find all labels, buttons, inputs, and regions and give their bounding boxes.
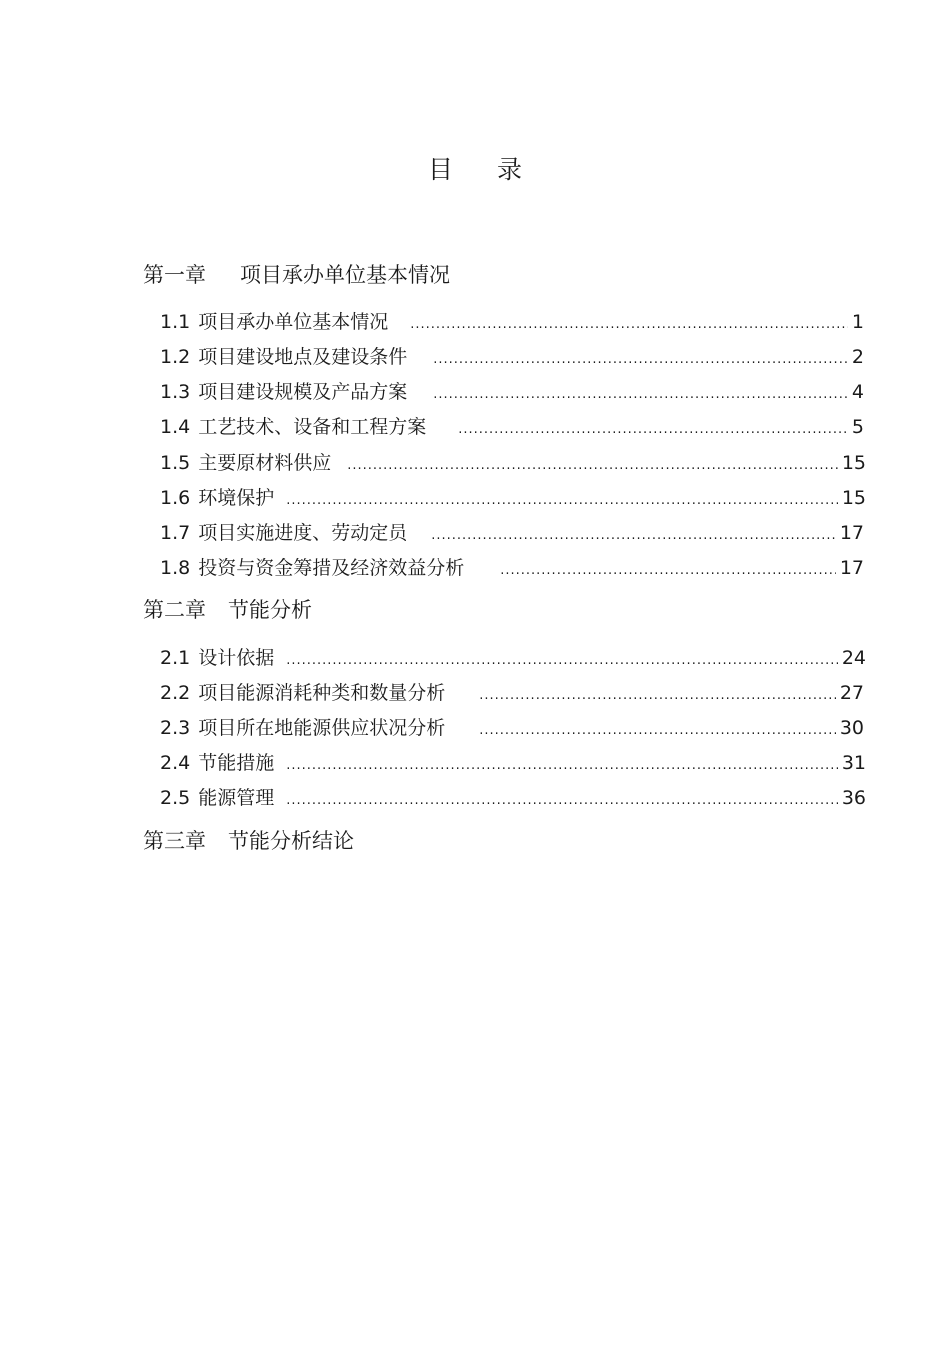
entry-number: 1.3 — [160, 381, 191, 403]
entry-title: 主要原材料供应 — [198, 452, 332, 474]
dot-leader — [286, 493, 838, 508]
entry-page: 2 — [851, 346, 864, 368]
toc-entry-1-7[interactable] — [160, 518, 864, 544]
entry-page: 17 — [839, 557, 864, 579]
entry-number: 1.8 — [160, 557, 191, 579]
toc-entry-1-5[interactable] — [160, 448, 866, 474]
chapter-3-heading[interactable] — [143, 825, 354, 855]
entry-page: 1 — [851, 311, 864, 333]
entry-title: 项目建设规模及产品方案 — [198, 381, 408, 403]
dot-leader — [479, 723, 836, 738]
entry-number: 1.7 — [160, 522, 191, 544]
entry-page: 36 — [841, 787, 866, 809]
dot-leader — [479, 688, 836, 703]
entry-page: 24 — [841, 647, 866, 669]
dot-leader — [458, 422, 848, 437]
dot-leader — [286, 793, 838, 808]
entry-title: 设计依据 — [198, 647, 275, 669]
dot-leader — [433, 387, 848, 402]
entry-number: 1.6 — [160, 487, 191, 509]
toc-entry-2-5[interactable] — [160, 783, 866, 809]
entry-page: 5 — [851, 416, 864, 438]
entry-title: 项目建设地点及建设条件 — [198, 346, 408, 368]
entry-page: 27 — [839, 682, 864, 704]
entry-page: 4 — [851, 381, 864, 403]
entry-page: 31 — [841, 752, 866, 774]
toc-entry-1-2[interactable] — [160, 342, 864, 368]
dot-leader — [500, 563, 836, 578]
toc-entry-2-4[interactable] — [160, 748, 866, 774]
entry-number: 1.4 — [160, 416, 191, 438]
chapter-1-heading[interactable] — [143, 259, 450, 289]
entry-title: 项目承办单位基本情况 — [198, 311, 389, 333]
entry-page: 17 — [839, 522, 864, 544]
dot-leader — [286, 653, 838, 668]
toc-entry-2-3[interactable] — [160, 713, 864, 739]
dot-leader — [433, 352, 848, 367]
chapter-title: 节能分析结论 — [228, 829, 354, 853]
chapter-label: 第一章 — [143, 263, 206, 287]
entry-number: 2.1 — [160, 647, 191, 669]
dot-leader — [347, 458, 838, 473]
chapter-label: 第三章 — [143, 829, 206, 853]
toc-entry-1-4[interactable] — [160, 412, 864, 438]
toc-entry-2-2[interactable] — [160, 678, 864, 704]
entry-page: 30 — [839, 717, 864, 739]
entry-title: 环境保护 — [198, 487, 275, 509]
toc-entry-1-8[interactable] — [160, 553, 864, 579]
toc-entry-1-6[interactable] — [160, 483, 866, 509]
entry-title: 能源管理 — [198, 787, 275, 809]
entry-title: 节能措施 — [198, 752, 275, 774]
entry-page: 15 — [841, 487, 866, 509]
entry-number: 1.1 — [160, 311, 191, 333]
dot-leader — [431, 528, 836, 543]
chapter-title: 项目承办单位基本情况 — [240, 263, 450, 287]
chapter-2-heading[interactable] — [143, 594, 312, 624]
entry-number: 1.2 — [160, 346, 191, 368]
entry-page: 15 — [841, 452, 866, 474]
toc-heading: 目 录 — [428, 155, 540, 184]
entry-number: 2.4 — [160, 752, 191, 774]
dot-leader — [410, 317, 848, 332]
toc-entry-1-1[interactable] — [160, 307, 864, 333]
entry-number: 2.5 — [160, 787, 191, 809]
chapter-label: 第二章 — [143, 598, 206, 622]
entry-title: 工艺技术、设备和工程方案 — [198, 416, 427, 438]
entry-title: 项目所在地能源供应状况分析 — [198, 717, 446, 739]
entry-title: 项目能源消耗种类和数量分析 — [198, 682, 446, 704]
chapter-title: 节能分析 — [228, 598, 312, 622]
entry-number: 2.3 — [160, 717, 191, 739]
dot-leader — [286, 758, 838, 773]
entry-title: 投资与资金筹措及经济效益分析 — [198, 557, 465, 579]
entry-number: 1.5 — [160, 452, 191, 474]
toc-entry-2-1[interactable] — [160, 643, 866, 669]
entry-title: 项目实施进度、劳动定员 — [198, 522, 408, 544]
entry-number: 2.2 — [160, 682, 191, 704]
toc-entry-1-3[interactable] — [160, 377, 864, 403]
